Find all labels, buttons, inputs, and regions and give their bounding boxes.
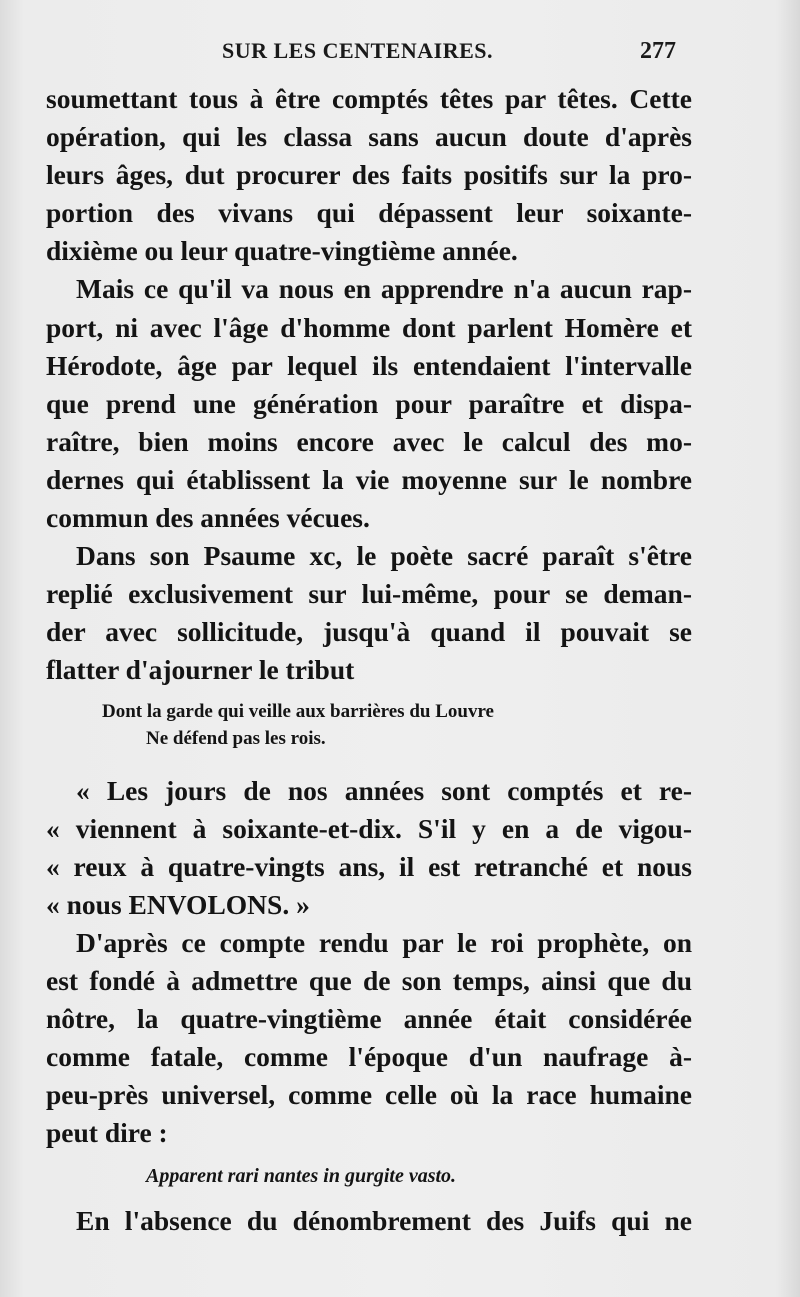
text-line: der avec sollicitude, jusqu'à quand il pouvait se (46, 616, 692, 648)
page-number: 277 (640, 38, 676, 64)
text-line: soumettant tous à être comptés têtes par têtes. Cette (46, 83, 692, 114)
body-text (46, 80, 692, 1241)
paragraph-3 (46, 537, 692, 689)
text-line: D'après ce compte rendu par le roi prophète, on (76, 926, 692, 958)
text-line: Hérodote, âge par lequel ils entendaient l'intervalle (46, 349, 692, 381)
text-line: Dans son Psaume xc, le poète sacré paraît s'être (76, 540, 692, 572)
verse-line: Dont la garde qui veille aux barrières du Louvre (102, 700, 494, 722)
text-line: que prend une génération pour paraître et dispa- (46, 387, 692, 419)
paragraph-1 (46, 80, 692, 270)
text-line: flatter d'ajourner le tribut (46, 654, 355, 686)
text-line: En l'absence du dénombrement des Juifs qui ne (76, 1205, 692, 1237)
text-line: peu-près universel, comme celle où la race humaine (46, 1079, 692, 1111)
text-line: nôtre, la quatre-vingtième année était considérée (46, 1003, 692, 1035)
text-line: raître, bien moins encore avec le calcul des mo- (46, 425, 692, 457)
verse-quote (46, 698, 692, 752)
running-head (0, 38, 800, 78)
running-title: SUR LES CENTENAIRES. (222, 38, 494, 63)
text-line: peut dire : (46, 1117, 168, 1149)
text-line: « reux à quatre-vingts ans, il est retranché et nous (46, 850, 692, 882)
text-line: replié exclusivement sur lui-même, pour se deman- (46, 578, 692, 610)
text-line: dernes qui établissent la vie moyenne sur le nombre (46, 463, 692, 495)
paragraph-5 (46, 1202, 692, 1240)
text-line: leurs âges, dut procurer des faits positifs sur la pro- (46, 159, 692, 191)
text-line: Mais ce qu'il va nous en apprendre n'a aucun rap- (76, 273, 692, 305)
text-line: commun des années vécues. (46, 502, 370, 534)
text-line: opération, qui les classa sans aucun doute d'après (46, 121, 692, 153)
text-line: « viennent à soixante-et-dix. S'il y en a de vigou- (46, 812, 692, 844)
verse-line: Ne défend pas les rois. (146, 727, 326, 749)
text-line: portion des vivans qui dépassent leur soixante- (46, 197, 692, 229)
text-line: est fondé à admettre que de son temps, ainsi que du (46, 964, 692, 996)
text-line: dixième ou leur quatre-vingtième année. (46, 235, 518, 267)
psalm-quote (46, 772, 692, 924)
text-line: comme fatale, comme l'époque d'un naufrage à- (46, 1041, 692, 1073)
text-line: « Les jours de nos années sont comptés et re- (76, 774, 692, 806)
paragraph-4 (46, 924, 692, 1153)
latin-quote: Apparent rari nantes in gurgite vasto. (146, 1165, 457, 1188)
text-line: port, ni avec l'âge d'homme dont parlent Homère et (46, 311, 692, 343)
paragraph-2 (46, 270, 692, 537)
text-line: « nous ENVOLONS. » (46, 888, 310, 920)
